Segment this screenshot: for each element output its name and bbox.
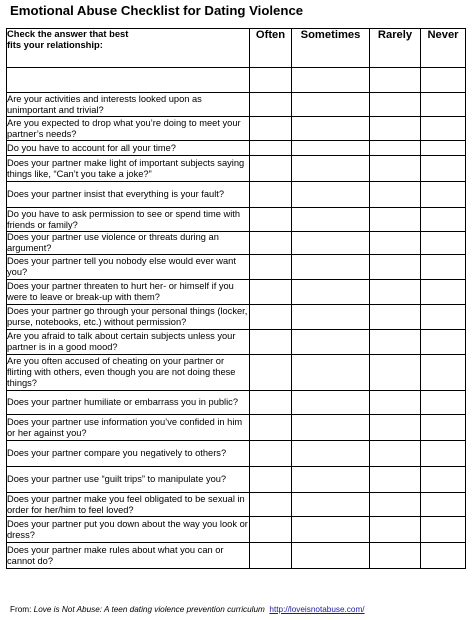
answer-cell-sometimes[interactable]: [292, 93, 370, 117]
blank-row: [7, 68, 466, 93]
answer-cell-sometimes[interactable]: [292, 517, 370, 543]
column-header-sometimes: Sometimes: [292, 29, 370, 68]
footer: [10, 605, 365, 614]
question-text: Are you often accused of cheating on your partner or flirting with others, even though you are not doing these things?: [7, 355, 250, 391]
answer-cell-sometimes[interactable]: [292, 232, 370, 255]
question-text: Does your partner tell you nobody else would ever want you?: [7, 255, 250, 280]
answer-cell-sometimes[interactable]: [292, 208, 370, 232]
question-text: Does your partner put you down about the way you look or dress?: [7, 517, 250, 543]
answer-cell-rarely[interactable]: [370, 493, 421, 517]
blank-cell: [292, 68, 370, 93]
question-row: [7, 232, 466, 255]
answer-cell-never[interactable]: [421, 141, 466, 156]
answer-cell-sometimes[interactable]: [292, 330, 370, 355]
question-row: [7, 355, 466, 391]
question-row: [7, 280, 466, 305]
answer-cell-never[interactable]: [421, 117, 466, 141]
answer-cell-never[interactable]: [421, 493, 466, 517]
blank-cell: [7, 68, 250, 93]
answer-cell-rarely[interactable]: [370, 355, 421, 391]
question-row: [7, 117, 466, 141]
answer-cell-rarely[interactable]: [370, 255, 421, 280]
question-row: [7, 156, 466, 182]
question-row: [7, 305, 466, 330]
answer-cell-often[interactable]: [250, 280, 292, 305]
answer-cell-often[interactable]: [250, 117, 292, 141]
answer-cell-never[interactable]: [421, 467, 466, 493]
answer-cell-never[interactable]: [421, 355, 466, 391]
question-text: Do you have to ask permission to see or spend time with friends or family?: [7, 208, 250, 232]
question-text: Does your partner threaten to hurt her- or himself if you were to leave or break-up with them?: [7, 280, 250, 305]
question-row: [7, 182, 466, 208]
answer-cell-rarely[interactable]: [370, 391, 421, 415]
answer-cell-sometimes[interactable]: [292, 117, 370, 141]
question-text: Are you expected to drop what you’re doing to meet your partner’s needs?: [7, 117, 250, 141]
question-text: Does your partner make you feel obligated to be sexual in order for her/him to feel loved?: [7, 493, 250, 517]
answer-cell-rarely[interactable]: [370, 280, 421, 305]
answer-cell-rarely[interactable]: [370, 330, 421, 355]
answer-cell-never[interactable]: [421, 415, 466, 441]
answer-cell-rarely[interactable]: [370, 517, 421, 543]
question-text: Does your partner make rules about what you can or cannot do?: [7, 543, 250, 569]
answer-cell-often[interactable]: [250, 355, 292, 391]
answer-cell-sometimes[interactable]: [292, 441, 370, 467]
page-title: Emotional Abuse Checklist for Dating Violence: [10, 3, 304, 18]
answer-cell-often[interactable]: [250, 305, 292, 330]
answer-cell-often[interactable]: [250, 543, 292, 569]
question-text: Does your partner use “guilt trips” to manipulate you?: [7, 467, 250, 493]
question-row: [7, 467, 466, 493]
answer-cell-never[interactable]: [421, 543, 466, 569]
answer-cell-rarely[interactable]: [370, 305, 421, 330]
question-text: Do you have to account for all your time?: [7, 141, 250, 156]
answer-cell-rarely[interactable]: [370, 232, 421, 255]
header-row: [7, 29, 466, 68]
answer-cell-sometimes[interactable]: [292, 493, 370, 517]
answer-cell-rarely[interactable]: [370, 93, 421, 117]
answer-cell-often[interactable]: [250, 391, 292, 415]
answer-cell-sometimes[interactable]: [292, 280, 370, 305]
answer-cell-rarely[interactable]: [370, 141, 421, 156]
question-row: [7, 391, 466, 415]
question-text: Does your partner humiliate or embarrass you in public?: [7, 391, 250, 415]
question-text: Are you afraid to talk about certain subjects unless your partner is in a good mood?: [7, 330, 250, 355]
question-text: Does your partner compare you negatively to others?: [7, 441, 250, 467]
answer-cell-never[interactable]: [421, 441, 466, 467]
question-text: Does your partner make light of important subjects saying things like, “Can’t you take a joke?”: [7, 156, 250, 182]
footer-link[interactable]: http://loveisnotabuse.com/: [269, 605, 365, 614]
question-row: [7, 208, 466, 232]
answer-cell-often[interactable]: [250, 182, 292, 208]
footer-source: Love is Not Abuse: A teen dating violence prevention curriculum: [33, 605, 265, 614]
blank-cell: [370, 68, 421, 93]
answer-cell-often[interactable]: [250, 93, 292, 117]
answer-cell-sometimes[interactable]: [292, 141, 370, 156]
answer-cell-sometimes[interactable]: [292, 255, 370, 280]
answer-cell-sometimes[interactable]: [292, 305, 370, 330]
answer-cell-rarely[interactable]: [370, 156, 421, 182]
answer-cell-often[interactable]: [250, 156, 292, 182]
answer-cell-rarely[interactable]: [370, 182, 421, 208]
answer-cell-never[interactable]: [421, 255, 466, 280]
question-text: Does your partner use violence or threats during an argument?: [7, 232, 250, 255]
answer-cell-often[interactable]: [250, 415, 292, 441]
answer-cell-rarely[interactable]: [370, 441, 421, 467]
question-row: [7, 415, 466, 441]
answer-cell-often[interactable]: [250, 493, 292, 517]
answer-cell-sometimes[interactable]: [292, 467, 370, 493]
column-header-never: Never: [421, 29, 466, 68]
instruction-line: Check the answer that best: [7, 28, 129, 39]
instruction-header: [7, 29, 250, 68]
question-row: [7, 93, 466, 117]
blank-cell: [421, 68, 466, 93]
answer-cell-often[interactable]: [250, 232, 292, 255]
answer-cell-sometimes[interactable]: [292, 415, 370, 441]
question-row: [7, 517, 466, 543]
question-row: [7, 543, 466, 569]
question-row: [7, 255, 466, 280]
blank-cell: [250, 68, 292, 93]
answer-cell-never[interactable]: [421, 182, 466, 208]
answer-cell-often[interactable]: [250, 255, 292, 280]
answer-cell-often[interactable]: [250, 208, 292, 232]
answer-cell-never[interactable]: [421, 93, 466, 117]
answer-cell-often[interactable]: [250, 141, 292, 156]
answer-cell-never[interactable]: [421, 517, 466, 543]
question-text: Does your partner go through your personal things (locker, purse, notebooks, etc.) without permission?: [7, 305, 250, 330]
answer-cell-never[interactable]: [421, 156, 466, 182]
answer-cell-never[interactable]: [421, 280, 466, 305]
answer-cell-rarely[interactable]: [370, 467, 421, 493]
answer-cell-never[interactable]: [421, 208, 466, 232]
answer-cell-never[interactable]: [421, 330, 466, 355]
answer-cell-often[interactable]: [250, 467, 292, 493]
answer-cell-sometimes[interactable]: [292, 156, 370, 182]
column-header-often: Often: [250, 29, 292, 68]
answer-cell-rarely[interactable]: [370, 117, 421, 141]
answer-cell-often[interactable]: [250, 517, 292, 543]
answer-cell-sometimes[interactable]: [292, 355, 370, 391]
answer-cell-sometimes[interactable]: [292, 182, 370, 208]
question-row: [7, 441, 466, 467]
question-text: Does your partner insist that everything is your fault?: [7, 182, 250, 208]
answer-cell-rarely[interactable]: [370, 543, 421, 569]
question-text: Does your partner use information you’ve confided in him or her against you?: [7, 415, 250, 441]
answer-cell-sometimes[interactable]: [292, 543, 370, 569]
answer-cell-often[interactable]: [250, 330, 292, 355]
instruction-line: fits your relationship:: [7, 38, 103, 50]
answer-cell-never[interactable]: [421, 391, 466, 415]
question-text: Are your activities and interests looked upon as unimportant and trivial?: [7, 93, 250, 117]
answer-cell-never[interactable]: [421, 232, 466, 255]
answer-cell-never[interactable]: [421, 305, 466, 330]
question-row: [7, 493, 466, 517]
footer-prefix: From:: [10, 605, 34, 614]
column-header-rarely: Rarely: [370, 29, 421, 68]
question-row: [7, 141, 466, 156]
question-row: [7, 330, 466, 355]
answer-cell-rarely[interactable]: [370, 415, 421, 441]
answer-cell-rarely[interactable]: [370, 208, 421, 232]
checklist-table: [6, 28, 466, 569]
answer-cell-sometimes[interactable]: [292, 391, 370, 415]
answer-cell-often[interactable]: [250, 441, 292, 467]
